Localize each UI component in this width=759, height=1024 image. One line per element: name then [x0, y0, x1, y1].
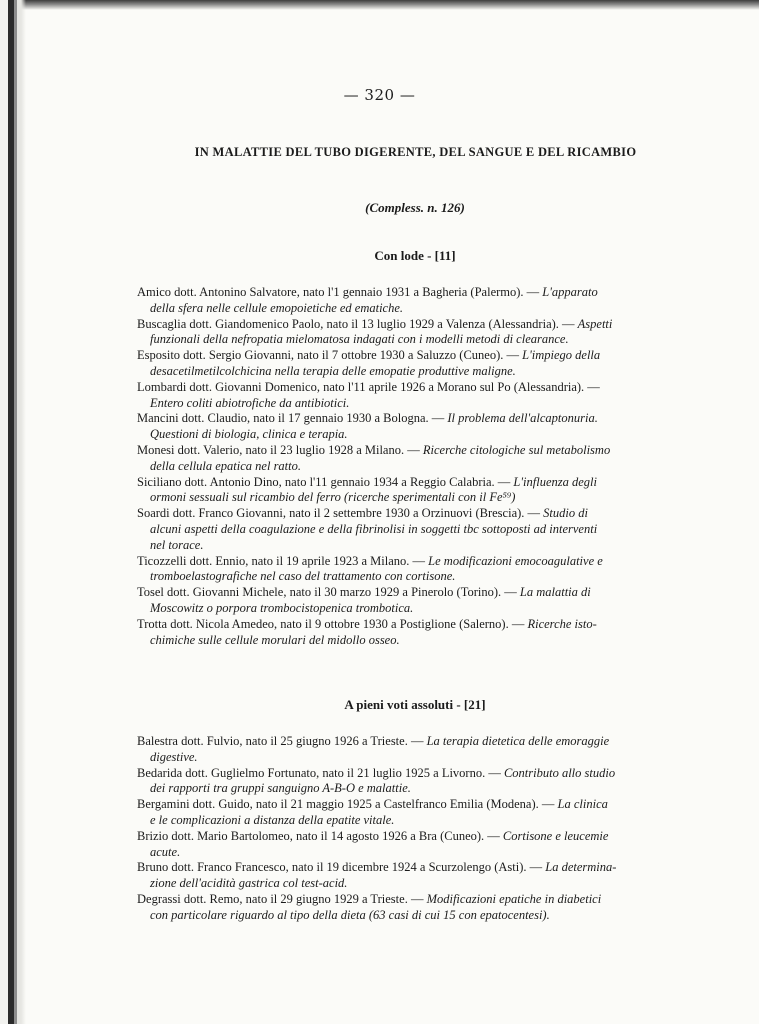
entry-list-con-lode	[137, 285, 661, 648]
list-item: Siciliano dott. Antonio Dino, nato l'11 gennaio 1934 a Reggio Calabria. — L'influenza degli ormoni sessuali sul ricambio del ferro (ricerche sperimentali con il Fe⁵⁹)	[137, 474, 597, 505]
list-item: Bedarida dott. Guglielmo Fortunato, nato il 21 luglio 1925 a Livorno. — Contributo allo studio dei rapporti tra gruppi sanguigno A-B-O e malattie.	[137, 765, 616, 796]
list-item: Esposito dott. Sergio Giovanni, nato il 7 ottobre 1930 a Saluzzo (Cuneo). — L'impiego della desacetilmetilcolchicina nella terapia delle emopatie produttive maligne.	[137, 348, 601, 378]
list-item: Tosel dott. Giovanni Michele, nato il 30 marzo 1929 a Pinerolo (Torino). — La malattia di Moscowitz o porpora trombocistopenica trombotica.	[137, 585, 591, 615]
list-item: Amico dott. Antonino Salvatore, nato l'1 gennaio 1931 a Bagheria (Palermo). — L'apparato della sfera nelle cellule emopoietiche ed ematiche.	[137, 285, 598, 315]
list-item: Bruno dott. Franco Francesco, nato il 19 dicembre 1924 a Scurzolengo (Asti). — La determina- zione dell'acidità gastrica col test-acid.	[137, 860, 617, 891]
section-title-con-lode: Con lode - [11]	[374, 248, 456, 263]
list-item: Lombardi dott. Giovanni Domenico, nato l'11 aprile 1926 a Morano sul Po (Alessandria). — Entero coliti abiotrofiche da antibiotici.	[137, 379, 600, 410]
list-item: Soardi dott. Franco Giovanni, nato il 2 settembre 1930 a Orzinuovi (Brescia). — Studio di alcuni aspetti della coagulazione e della fibrinolisi in soggetti tbc sottoposti ad interventi nel torace.	[137, 506, 598, 552]
list-item: Buscaglia dott. Giandomenico Paolo, nato il 13 luglio 1929 a Valenza (Alessandria). — Aspetti funzionali della nefropatia mielomatosa indagati con i modelli metodi di clearance.	[137, 316, 613, 347]
complex-count: (Compless. n. 126)	[365, 200, 465, 215]
scan-top-edge	[0, 0, 759, 10]
list-item: Ticozzelli dott. Ennio, nato il 19 aprile 1923 a Milano. — Le modificazioni emocoagulative e tromboelastografiche nel caso del trattamento con cortisone.	[137, 553, 603, 584]
list-item: Brizio dott. Mario Bartolomeo, nato il 14 agosto 1926 a Bra (Cuneo). — Cortisone e leucemie acute.	[137, 828, 609, 859]
page-heading: IN MALATTIE DEL TUBO DIGERENTE, DEL SANGUE E DEL RICAMBIO	[194, 145, 637, 159]
list-item: Balestra dott. Fulvio, nato il 25 giugno 1926 a Trieste. — La terapia dietetica delle emoraggie digestive.	[137, 734, 610, 764]
scan-binding-edge	[0, 0, 26, 1024]
list-item: Monesi dott. Valerio, nato il 23 luglio 1928 a Milano. — Ricerche citologiche sul metabolismo della cellula epatica nel ratto.	[137, 442, 611, 473]
page-number: — 320 —	[343, 86, 416, 104]
entry-list-pieni-voti	[137, 734, 661, 924]
list-item: Bergamini dott. Guido, nato il 21 maggio 1925 a Castelfranco Emilia (Modena). — La clinica e le complicazioni a distanza della epatite vitale.	[137, 797, 608, 827]
section-title-pieni-voti: A pieni voti assoluti - [21]	[344, 697, 486, 712]
list-item: Mancini dott. Claudio, nato il 17 gennaio 1930 a Bologna. — Il problema dell'alcaptonuria. Questioni di biologia, clinica e terapia.	[137, 411, 598, 442]
list-item: Trotta dott. Nicola Amedeo, nato il 9 ottobre 1930 a Postiglione (Salerno). — Ricerche isto- chimiche sulle cellule morulari del midollo osseo.	[137, 616, 597, 647]
list-item: Degrassi dott. Remo, nato il 29 giugno 1929 a Trieste. — Modificazioni epatiche in diabetici con particolare riguardo al tipo della dieta (63 casi di cui 15 con epatocentesi).	[137, 891, 602, 922]
